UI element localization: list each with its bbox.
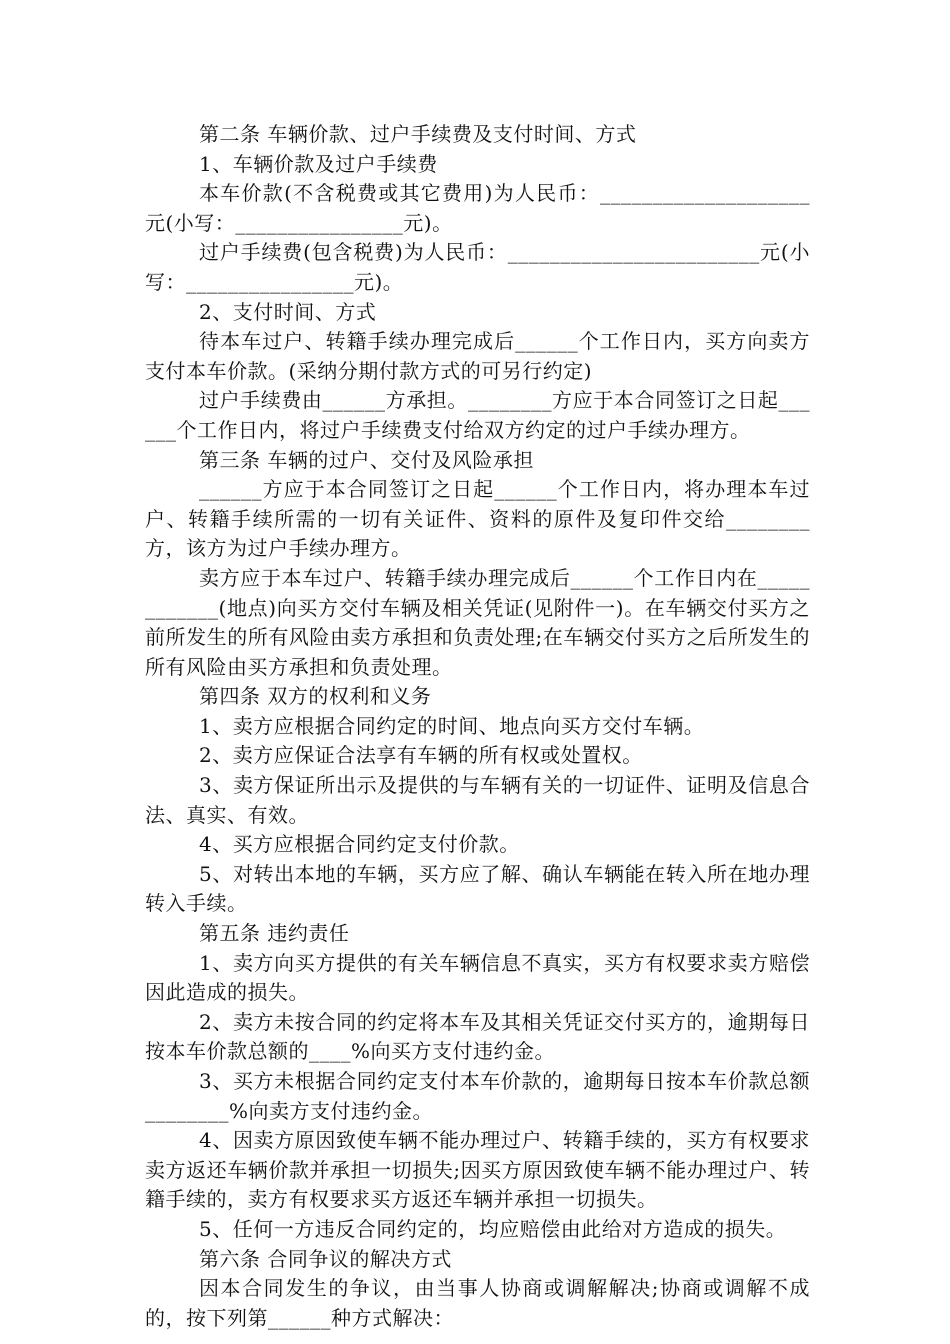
obligation-item-1: 1、卖方应根据合同约定的时间、地点向买方交付车辆。	[199, 713, 705, 738]
obligation-item-4: 4、买方应根据合同约定支付价款。	[199, 832, 520, 857]
clause-2-2-heading: 2、支付时间、方式	[199, 299, 377, 324]
transfer-fee-paragraph: 过户手续费(包含税费)为人民币：________________________元(小写：________________元)。	[145, 240, 810, 294]
liability-item-5: 5、任何一方违反合同约定的，均应赔偿由此给对方造成的损失。	[199, 1216, 787, 1241]
article-2-heading: 第二条 车辆价款、过户手续费及支付时间、方式	[199, 122, 637, 146]
liability-item-1: 1、卖方向买方提供的有关车辆信息不真实，买方有权要求卖方赔偿因此造成的损失。	[145, 950, 810, 1005]
article-6-heading: 第六条 合同争议的解决方式	[199, 1246, 452, 1271]
obligation-item-5: 5、对转出本地的车辆，买方应了解、确认车辆能在转入所在地办理转入手续。	[145, 861, 810, 916]
transfer-fee-bearer-paragraph: 过户手续费由______方承担。________方应于本合同签订之日起______个工作日内，将过户手续费支付给双方约定的过户手续办理方。	[145, 388, 810, 442]
dispute-resolution-paragraph: 因本合同发生的争议，由当事人协商或调解解决;协商或调解不成的，按下列第______种方式解决：	[145, 1276, 810, 1330]
liability-item-2: 2、卖方未按合同的约定将本车及其相关凭证交付买方的，逾期每日按本车价款总额的____%向买方支付违约金。	[145, 1009, 810, 1064]
vehicle-price-paragraph: 本车价款(不含税费或其它费用)为人民币：____________________元(小写：________________元)。	[145, 181, 810, 235]
article-3-heading: 第三条 车辆的过户、交付及风险承担	[199, 447, 534, 472]
documents-delivery-paragraph: ______方应于本合同签订之日起______个工作日内，将办理本车过户、转籍手续所需的一切有关证件、资料的原件及复印件交给________方，该方为过户手续办理方。	[145, 477, 810, 561]
obligation-item-2: 2、卖方应保证合法享有车辆的所有权或处置权。	[199, 743, 643, 768]
payment-time-paragraph: 待本车过户、转籍手续办理完成后______个工作日内，买方向卖方支付本车价款。(采纳分期付款方式的可另行约定)	[145, 329, 810, 383]
liability-item-3: 3、买方未根据合同约定支付本车价款的，逾期每日按本车价款总额________%向卖方支付违约金。	[145, 1069, 810, 1123]
liability-item-4: 4、因卖方原因致使车辆不能办理过户、转籍手续的，买方有权要求卖方返还车辆价款并承担一切损失;因买方原因致使车辆不能办理过户、转籍手续的，卖方有权要求买方返还车辆并承担一切损失。	[145, 1128, 810, 1212]
obligation-item-3: 3、卖方保证所出示及提供的与车辆有关的一切证件、证明及信息合法、真实、有效。	[145, 773, 810, 827]
article-5-heading: 第五条 违约责任	[199, 921, 350, 946]
clause-2-1-heading: 1、车辆价款及过户手续费	[199, 151, 438, 176]
document-body	[145, 120, 810, 1333]
vehicle-delivery-risk-paragraph: 卖方应于本车过户、转籍手续办理完成后______个工作日内在____________(地点)向买方交付车辆及相关凭证(见附件一)。在车辆交付买方之前所发生的所有风险由卖方承担和负责处理;在车辆交付买方之后所发生的所有风险由买方承担和负责处理。	[145, 565, 810, 679]
article-4-heading: 第四条 双方的权利和义务	[199, 684, 432, 709]
